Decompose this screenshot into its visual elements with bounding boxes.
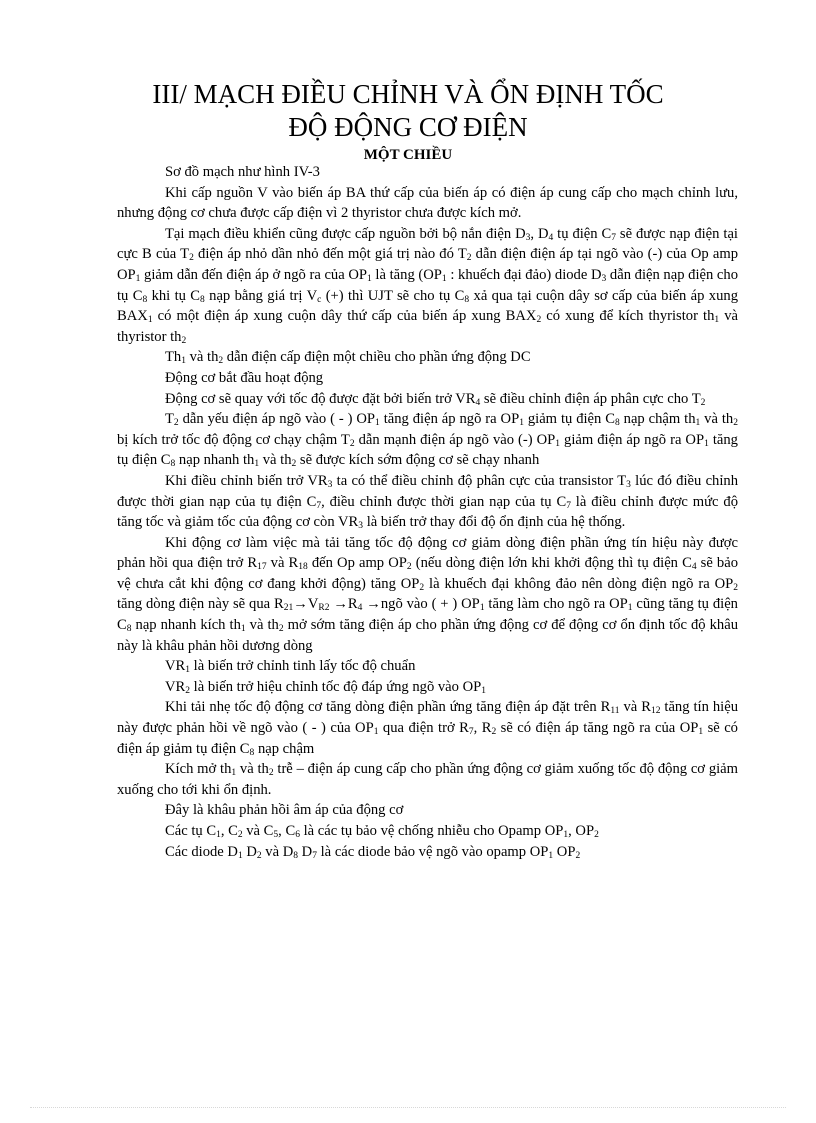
subscript: 1 [714,315,720,326]
subscript: 1 [231,768,237,779]
subscript: 2 [536,315,542,326]
text-run: OP [553,843,576,860]
subscript: 8 [293,850,299,861]
subscript: 7 [566,500,571,511]
text-run: D [242,843,257,860]
subscript: 8 [614,418,620,429]
paragraph [117,533,738,657]
subscript: 4 [691,562,697,573]
paragraph [117,347,738,368]
subscript: 2 [181,335,187,346]
text-run: →ngõ vào ( + ) OP [362,596,480,613]
subscript: 2 [256,850,262,861]
subscript: 2 [733,582,738,593]
text-run: Khi tải nhẹ tốc độ động cơ tăng dòng điện phần ứng tăng điện áp đặt trên R [165,699,611,716]
text-run: đến Op amp OP [307,555,407,572]
subscript: 1 [240,624,246,635]
text-run: , điều chỉnh được thời gian nạp của tụ C [321,493,567,510]
paragraph [117,656,738,677]
text-run: và R [619,699,651,716]
text-run: là các tụ bảo vệ chống nhiễu cho Opamp OP [299,823,564,839]
paragraph [117,677,738,698]
subscript: 7 [312,850,317,861]
text-run: và th [700,411,734,428]
text-run: tăng tụ điện C [117,431,738,469]
text-run: sẽ được kích sớm động cơ sẽ chạy nhanh [296,452,540,469]
subscript: 1 [627,603,633,614]
text-run: và C [242,823,274,839]
text-run: dẫn yếu điện áp ngõ vào ( - ) OP [178,411,376,428]
text-run: là biến trở thay đổi độ ổn định của hệ thống. [363,514,626,531]
text-run: điện áp nhỏ dần nhỏ đến một giá trị nào đó T [193,246,467,263]
page-title [0,78,816,144]
text-run: T [165,411,174,428]
page-footer-rule [30,1107,786,1108]
text-run: : khuếch đại đảo) diode D [446,266,602,283]
subscript: 1 [147,315,153,326]
text-run: →R [329,596,358,613]
text-run: Động cơ sẽ quay với tốc độ được đặt bởi biến trở VR [165,390,476,407]
subscript: 8 [464,294,470,305]
subscript: 1 [237,850,243,861]
subscript: 1 [367,273,372,284]
text-run: Kích mở th [165,761,232,778]
subscript: 2 [700,397,706,408]
text-run: Khi điều chỉnh biến trở VR [165,472,328,489]
text-run: và th [236,761,269,778]
text-run: trễ – điện áp cung cấp cho phần ứng động cơ giảm xuống tốc độ động cơ giảm xuống cho tới khi ổn định. [117,761,738,798]
subscript: 1 [555,438,561,449]
subscript: 18 [298,562,308,573]
subscript: 2 [575,850,581,861]
subscript: 1 [548,850,554,861]
subscript: 4 [548,232,554,243]
text-run: nạp nhanh th [175,452,255,469]
subscript: 2 [185,685,191,696]
text-run: là các diode bảo vệ ngõ vào opamp OP [316,843,549,860]
text-run: Khi động cơ làm việc mà tải tăng tốc độ động cơ giảm dòng điện phần ứng tín hiệu này được phản hồi qua điện trở R [117,534,738,572]
title-line-1: III/ MẠCH ĐIỀU CHỈNH VÀ ỔN ĐỊNH TỐC [152,79,664,109]
text-run: tụ điện C [553,225,612,242]
subscript: 2 [218,356,224,367]
paragraph [117,759,738,800]
text-run: là khuếch đại không đảo nên dòng điện ngõ ra OP [424,575,734,592]
text-run: và thyristor th [117,308,738,345]
text-run: sẽ điều chỉnh điện áp phân cực cho T [480,390,701,407]
subscript: 8 [126,624,132,635]
text-run: có một điện áp xung cuộn dây thứ cấp của biến áp xung BAX [152,308,537,325]
text-run: (+) thì UJT sẽ cho tụ C [321,287,465,304]
text-run: Đây là khâu phản hồi âm áp của động cơ [165,802,404,819]
subscript: 1 [185,665,191,676]
subscript: 3 [525,232,531,243]
subscript: 1 [695,418,701,429]
text-run: qua điện trở R [378,720,469,737]
subscript: 2 [173,418,179,429]
text-run: , OP [568,823,595,839]
subscript: 8 [142,294,148,305]
text-run: nạp nhanh kích th [131,617,241,634]
text-run: →V [293,596,319,613]
subscript: 2 [594,830,599,840]
text-run: và th [259,452,292,469]
text-run: tăng điện áp ngõ ra OP [379,411,520,428]
subscript: 4 [475,397,481,408]
text-run: Tại mạch điều khiển cũng được cấp nguồn bởi bộ nắn điện D [165,225,526,242]
subscript: 2 [237,830,243,840]
subscript: 1 [254,459,260,470]
subscript: 5 [273,830,279,840]
text-run: có xung để kích thyristor th [541,308,715,325]
paragraph [117,389,738,410]
text-run: D [298,843,313,860]
text-run: Sơ đồ mạch như hình IV-3 [165,164,320,180]
text-run: , R [473,720,492,737]
text-run: nạp chậm [254,740,315,757]
subscript: 11 [610,706,620,717]
subscript: 1 [563,830,569,840]
text-run: là biến trở chỉnh tinh lấy tốc độ chuẩn [190,658,416,675]
text-run: tăng tín hiệu này được phản hồi về ngõ vào ( - ) của OP [117,699,738,737]
subtitle: MỘT CHIỀU [363,147,453,163]
subscript: 1 [698,727,704,738]
subscript: 3 [626,479,631,490]
paragraph [117,224,738,348]
text-run: dẫn điện điện áp tại ngõ vào (-) của Op amp OP [117,246,738,283]
subscript: 2 [291,459,297,470]
paragraph [117,697,738,759]
text-run: sẽ có điện áp giảm tụ điện C [117,720,738,757]
subscript: 2 [268,768,274,779]
subscript: 2 [491,727,497,738]
text-run: Các diode D [165,843,238,860]
text-run: , C [278,823,296,839]
text-run: dẫn mạnh điện áp ngõ vào (-) OP [354,431,556,448]
text-run: nạp bằng giá trị V [204,287,318,304]
subscript: c [317,294,322,305]
text-run: lúc đó điều chỉnh được thời gian nạp của tụ điện C [117,472,738,510]
subscript: 1 [704,438,709,449]
text-run: và th [185,349,219,366]
subscript: 2 [466,253,472,264]
text-run: sẽ được nạp điện tại cực B của T [117,225,738,263]
subscript: 3 [327,479,333,490]
subscript: 2 [733,418,738,429]
text-run: tăng dòng điện này sẽ qua R [117,596,284,613]
text-run: là tăng (OP [371,266,442,283]
body-text [117,162,738,862]
text-run: nạp chậm th [619,411,696,428]
subscript: 2 [349,438,355,449]
text-run: và R [266,555,299,572]
subscript: 2 [419,582,425,593]
text-run: Khi cấp nguồn V vào biến áp BA thứ cấp của biến áp có điện áp cung cấp cho mạch chỉnh lưu, nhưng động cơ chưa được cấp điện vì 2 thyristor chưa được kích mở. [117,184,738,222]
text-run: , C [220,823,238,839]
text-run: VR [165,658,186,675]
paragraph [117,368,738,389]
subscript: 3 [601,273,607,284]
text-run: (nếu dòng điện lớn khi khởi động thì tụ điện C [411,555,692,572]
subscript: 17 [257,562,267,573]
subscript: 1 [181,356,186,367]
subscript: 12 [650,706,661,717]
subscript: 1 [481,685,487,696]
subscript: 2 [406,562,412,573]
text-run: khi tụ C [147,287,201,304]
subscript: 1 [441,273,447,284]
text-run: , D [530,225,549,242]
subscript: 21 [283,603,294,614]
text-run: dẫn điện nạp điện cho tụ C [117,266,738,304]
paragraph [117,800,738,821]
subscript: 1 [375,418,380,429]
text-run: cũng tăng tụ điện C [117,596,738,634]
text-run: dẫn điện cấp điện một chiều cho phần ứng động DC [223,349,531,366]
text-run: và D [261,843,294,860]
title-line-2: ĐỘ ĐỘNG CƠ ĐIỆN [288,112,528,142]
subscript: 8 [200,294,205,305]
subscript: 1 [479,603,485,614]
subscript: 2 [189,253,194,264]
subscript: 1 [373,727,379,738]
text-run: bị kích trở tốc độ động cơ chạy chậm T [117,431,350,448]
text-run: là điều chỉnh được mức độ tăng tốc và giảm tốc của động cơ còn VR [117,493,738,531]
subscript: 7 [611,232,616,243]
subscript: 7 [316,500,322,511]
paragraph [117,162,738,183]
paragraph [117,183,738,224]
text-run: VR [165,678,186,695]
text-run: và th [245,617,279,634]
subscript: 1 [519,418,524,429]
text-run: xả qua tại cuộn dây sơ cấp của biến áp xung BAX [117,287,738,325]
paragraph [117,471,738,533]
text-run: tăng làm cho ngõ ra OP [484,596,628,613]
subscript: 4 [357,603,363,614]
text-run: Th [165,349,182,366]
text-run: Động cơ bắt đầu hoạt động [165,369,324,386]
subscript: 2 [278,624,284,635]
text-run: sẽ bảo vệ chưa cắt khi động cơ đang khởi động) tăng OP [117,555,738,592]
subscript: 1 [135,273,141,284]
text-run: ta có thể điều chỉnh độ phân cực của transistor T [332,472,627,489]
text-run: giảm điện áp ngõ ra OP [560,431,705,448]
paragraph [117,409,738,471]
subscript: R2 [318,603,330,614]
text-run: giảm tụ điện C [523,411,615,428]
text-run: mở sớm tăng điện áp cho phần ứng động cơ để động cơ ổn định tốc độ khâu này là khâu phản hồi dương dòng [117,617,738,654]
subscript: 7 [468,727,474,738]
subscript: 8 [249,747,255,758]
text-run: sẽ có điện áp tăng ngõ ra của OP [496,720,699,737]
subscript: 8 [170,459,176,470]
text-run: Các tụ C [165,823,217,839]
subscript: 3 [358,521,364,532]
subscript: 6 [295,830,300,840]
paragraph [117,842,738,863]
text-run: giảm dẫn đến điện áp ở ngõ ra của OP [140,266,368,283]
paragraph [117,821,738,842]
text-run: là biến trở hiệu chỉnh tốc độ đáp ứng ngõ vào OP [190,678,482,695]
subscript: 1 [216,830,221,840]
